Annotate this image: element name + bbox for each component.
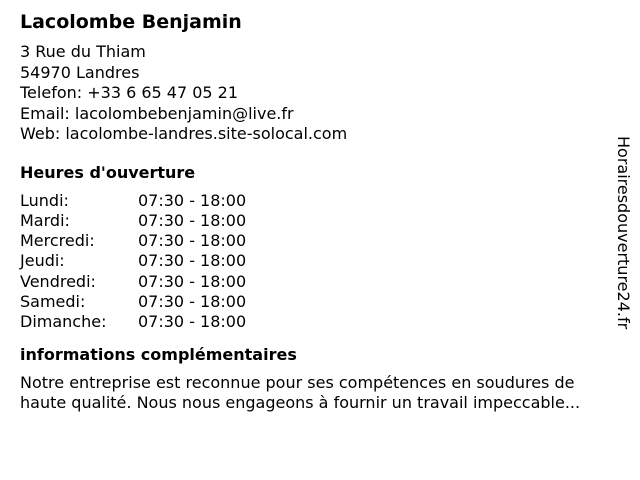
day-label: Samedi: [20,291,86,311]
time-range: 07:30 - 18:00 [138,312,247,332]
hours-row-mardi [20,211,620,231]
time-range: 07:30 - 18:00 [138,291,247,311]
hours-table [20,191,620,333]
day-label: Mercredi: [20,231,95,251]
hours-row-jeudi [20,251,620,271]
day-label: Vendredi: [20,271,96,291]
day-label: Lundi: [20,190,69,210]
site-watermark: Horairesdouverture24.fr [614,136,633,330]
day-label: Dimanche: [20,312,107,332]
phone-line: Telefon: +33 6 65 47 05 21 [20,83,239,102]
info-heading: informations complémentaires [20,344,297,364]
time-range: 07:30 - 18:00 [138,231,247,251]
contact-block [20,42,620,145]
info-description: Notre entreprise est reconnue pour ses compétences en soudures de haute qualité. Nous nous engageons à fournir un travail impeccable... [20,372,581,413]
address-street: 3 Rue du Thiam [20,42,146,61]
time-range: 07:30 - 18:00 [138,271,247,291]
day-label: Jeudi: [20,251,65,271]
hours-row-mercredi [20,231,620,251]
hours-row-samedi [20,292,620,312]
time-range: 07:30 - 18:00 [138,251,247,271]
day-label: Mardi: [20,210,70,230]
time-range: 07:30 - 18:00 [138,210,247,230]
email-line: Email: lacolombebenjamin@live.fr [20,103,294,123]
time-range: 07:30 - 18:00 [138,190,247,210]
hours-row-lundi [20,191,620,211]
business-card [20,10,620,414]
hours-row-dimanche [20,312,620,332]
hours-row-vendredi [20,272,620,292]
address-city: 54970 Landres [20,62,140,82]
web-line: Web: lacolombe-landres.site-solocal.com [20,124,348,143]
business-name: Lacolombe Benjamin [20,11,242,33]
hours-heading: Heures d'ouverture [20,162,196,182]
